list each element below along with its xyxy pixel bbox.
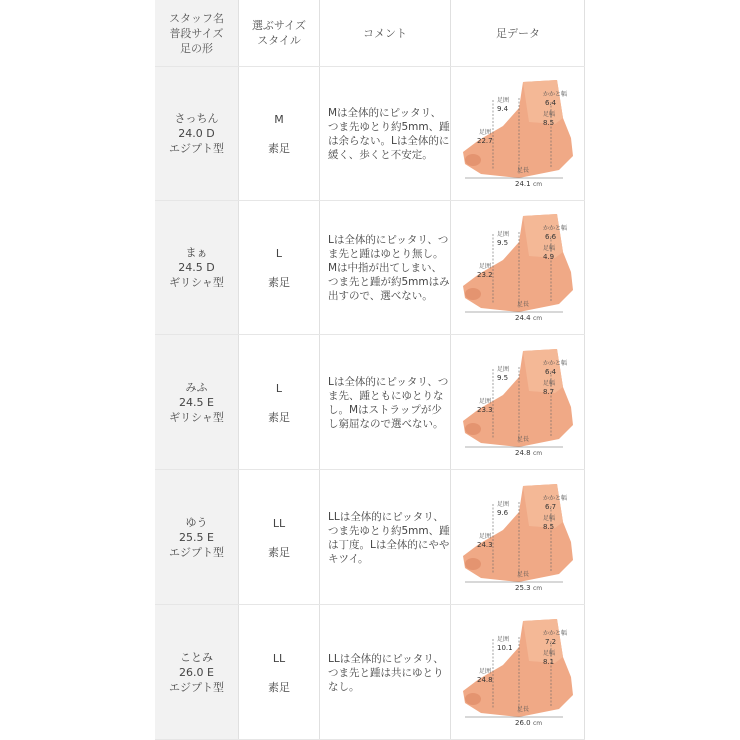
heel-label: かかと幅 — [543, 91, 568, 98]
girth-value: 22.7 — [477, 137, 493, 145]
heel-label: かかと幅 — [543, 225, 568, 232]
table-row — [155, 470, 585, 605]
foot-shape: ギリシャ型 — [169, 411, 224, 424]
usual-size: 24.5 D — [178, 261, 215, 274]
foot-diagram — [459, 78, 577, 188]
length-label: 足長 — [517, 571, 530, 578]
girth-label: 足囲 — [479, 668, 492, 675]
width-value: 4.9 — [543, 253, 555, 261]
foot-shape: エジプト型 — [169, 546, 224, 559]
usual-size: 25.5 E — [179, 531, 214, 544]
length-value: 26.0 — [515, 719, 531, 727]
instep-label: 足囲 — [497, 97, 510, 104]
width-label: 足幅 — [543, 380, 556, 387]
table-row — [155, 200, 585, 335]
girth-label: 足囲 — [479, 129, 492, 136]
width-label: 足幅 — [543, 650, 556, 657]
style: 素足 — [268, 545, 290, 559]
length-label: 足長 — [517, 167, 530, 174]
foot-shape: エジプト型 — [169, 681, 224, 694]
staff-name: みふ — [185, 381, 208, 394]
width-label: 足幅 — [543, 111, 556, 118]
foot-data-cell — [451, 335, 585, 470]
table-row — [155, 605, 585, 740]
instep-value: 9.5 — [497, 374, 509, 382]
staff-cell — [155, 605, 238, 740]
staff-name: ことみ — [180, 651, 213, 664]
width-value: 8.5 — [543, 119, 555, 127]
header-staff-name: スタッフ名 — [169, 11, 224, 25]
instep-value: 9.6 — [497, 509, 509, 517]
table-row — [155, 335, 585, 470]
comment-text: Mは全体的にピッタリ、つま先ゆとり約5mm、踵は余らない。Lは全体的に緩く、歩くと不安定。 — [328, 106, 450, 161]
heel-label: かかと幅 — [543, 630, 568, 637]
length-label: 足長 — [517, 706, 530, 713]
girth-value: 23.2 — [477, 271, 493, 279]
foot-shape: エジプト型 — [169, 142, 224, 155]
foot-shape: ギリシャ型 — [169, 276, 224, 289]
foot-data-cell — [451, 66, 585, 201]
heel-value: 6.4 — [545, 99, 557, 107]
instep-label: 足囲 — [497, 231, 510, 238]
length-value: 24.8 — [515, 449, 531, 457]
heel-value: 6.4 — [545, 368, 557, 376]
instep-value: 10.1 — [497, 644, 513, 652]
foot-diagram — [459, 212, 577, 322]
comment-cell — [320, 200, 450, 335]
foot-data-cell — [451, 200, 585, 335]
foot-data-cell — [451, 470, 585, 605]
length-label: 足長 — [517, 301, 530, 308]
comment-text: LLは全体的にピッタリ、つま先ゆとり約5mm、踵は丁度。Lは全体的にややキツイ。 — [328, 510, 450, 565]
header-staff — [155, 0, 238, 66]
header-chosen-size: 選ぶサイズ — [251, 19, 307, 32]
heel-value: 7.2 — [545, 638, 557, 646]
staff-name: まぁ — [185, 246, 208, 259]
staff-cell — [155, 200, 238, 335]
staff-fitting-table — [155, 0, 585, 740]
comment-cell — [320, 66, 450, 201]
girth-label: 足囲 — [479, 398, 492, 405]
unit-label: cm — [533, 315, 543, 322]
style: 素足 — [268, 275, 290, 289]
heel-value: 6.7 — [545, 503, 557, 511]
width-label: 足幅 — [543, 515, 556, 522]
style: 素足 — [268, 141, 290, 155]
instep-label: 足囲 — [497, 501, 510, 508]
staff-cell — [155, 66, 238, 201]
width-value: 8.7 — [543, 388, 555, 396]
size-cell — [239, 605, 319, 740]
comment-text: Lは全体的にピッタリ、つま先と踵はゆとり無し。Mは中指が出てしまい、つま先と踵が約5mmはみ出すので、選べない。 — [328, 233, 450, 302]
comment-cell — [320, 335, 450, 470]
staff-cell — [155, 470, 238, 605]
foot-diagram — [459, 617, 577, 727]
comment-cell — [320, 605, 450, 740]
header-foot-data: 足データ — [496, 26, 540, 40]
girth-value: 24.8 — [477, 676, 493, 684]
size-cell — [239, 470, 319, 605]
instep-label: 足囲 — [497, 366, 510, 373]
header-style: スタイル — [257, 34, 301, 47]
unit-label: cm — [533, 585, 543, 592]
length-label: 足長 — [517, 436, 530, 443]
heel-value: 6.6 — [545, 233, 557, 241]
width-label: 足幅 — [543, 245, 556, 252]
girth-label: 足囲 — [479, 263, 492, 270]
foot-diagram — [459, 482, 577, 592]
size-cell — [239, 66, 319, 201]
width-value: 8.5 — [543, 523, 555, 531]
usual-size: 24.5 E — [179, 396, 214, 409]
usual-size: 24.0 D — [178, 127, 215, 140]
instep-value: 9.4 — [497, 105, 509, 113]
table-row — [155, 66, 585, 201]
heel-label: かかと幅 — [543, 360, 568, 367]
comment-text: LLは全体的にピッタリ、つま先と踵は共にゆとりなし。 — [328, 652, 444, 693]
size-cell — [239, 335, 319, 470]
girth-value: 23.3 — [477, 406, 493, 414]
staff-cell — [155, 335, 238, 470]
foot-data-cell — [451, 605, 585, 740]
staff-name: さっちん — [174, 112, 219, 125]
length-value: 24.1 — [515, 180, 531, 188]
staff-name: ゆう — [185, 516, 208, 529]
instep-value: 9.5 — [497, 239, 509, 247]
chosen-size: L — [275, 381, 283, 395]
unit-label: cm — [533, 720, 543, 727]
chosen-size: LL — [272, 516, 286, 530]
header-foot-shape: 足の形 — [180, 41, 213, 55]
length-value: 25.3 — [515, 584, 531, 592]
girth-label: 足囲 — [479, 533, 492, 540]
unit-label: cm — [533, 450, 543, 457]
style: 素足 — [268, 410, 290, 424]
chosen-size: L — [275, 246, 283, 260]
size-cell — [239, 200, 319, 335]
header-usual-size: 普段サイズ — [169, 26, 224, 40]
header-size — [239, 0, 319, 66]
unit-label: cm — [533, 181, 543, 188]
chosen-size: LL — [272, 651, 286, 665]
instep-label: 足囲 — [497, 636, 510, 643]
comment-cell — [320, 470, 450, 605]
width-value: 8.1 — [543, 658, 555, 666]
header-comment: コメント — [363, 26, 407, 40]
heel-label: かかと幅 — [543, 495, 568, 502]
foot-diagram — [459, 347, 577, 457]
style: 素足 — [268, 680, 290, 694]
length-value: 24.4 — [515, 314, 531, 322]
comment-text: Lは全体的にピッタリ、つま先、踵ともにゆとりなし。Mはストラップが少し窮屈なので選べない。 — [328, 375, 449, 430]
chosen-size: M — [274, 112, 284, 126]
usual-size: 26.0 E — [179, 666, 214, 679]
girth-value: 24.3 — [477, 541, 493, 549]
